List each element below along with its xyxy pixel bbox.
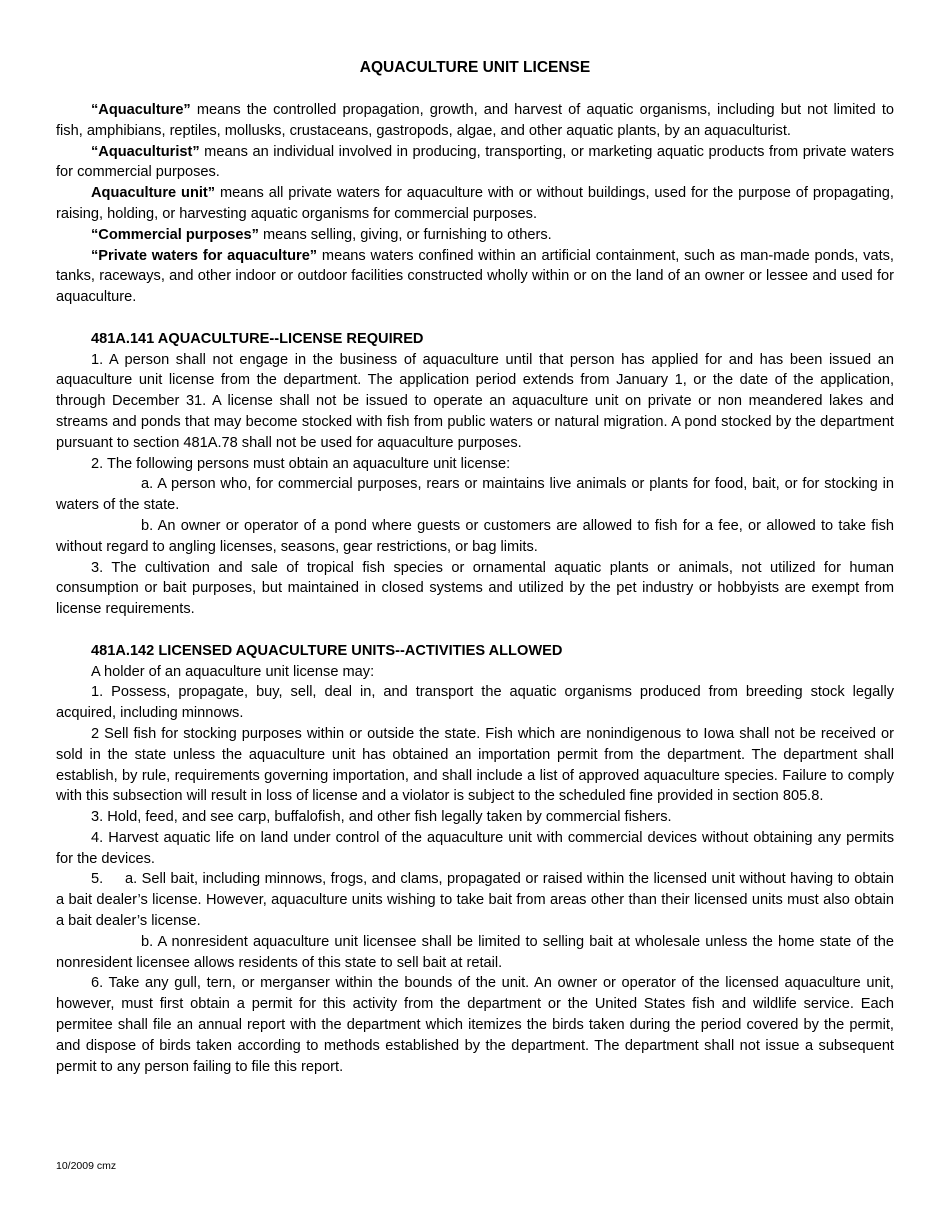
- definition-term: “Private waters for aquaculture”: [91, 247, 318, 264]
- section-paragraph: 3. The cultivation and sale of tropical fish species or ornamental aquatic plants or animals, not utilized for human consumption or bait purposes, but maintained in closed systems and utilized by the pet industry or hobbyists are exempt from license requirements.: [56, 559, 894, 618]
- footer-revision-note: 10/2009 cmz: [56, 1160, 117, 1172]
- section-subparagraph: a. A person who, for commercial purposes, rears or maintains live animals or plants for food, bait, or for stocking in waters of the state.: [56, 476, 894, 514]
- section-paragraph: 1. Possess, propagate, buy, sell, deal in, and transport the aquatic organisms produced from breeding stock legally acquired, including minnows.: [56, 684, 894, 722]
- section-paragraph: 1. A person shall not engage in the business of aquaculture until that person has applied for and has been issued an aquaculture unit license from the department. The application period extends from January 1, or the date of the application, through December 31. A license shall not be issued to operate an aquaculture unit on private or non meandered lakes and streams and ponds that may become stocked with fish from public waters or natural migration. A pond stocked by the department pursuant to section 481A.78 shall not be used for aquaculture purposes.: [56, 351, 894, 451]
- section-481a141: [56, 329, 894, 620]
- section-paragraph: 2 Sell fish for stocking purposes within or outside the state. Fish which are nonindigenous to Iowa shall not be received or sold in the state unless the aquaculture unit has obtained an importation permit from the department. The department shall establish, by rule, requirements governing importation, and shall include a list of approved aquaculture species. Failure to comply with this subsection will result in loss of license and a violator is subject to the scheduled fine provided in section 805.8.: [56, 725, 894, 805]
- definition-text: means the controlled propagation, growth, and harvest of aquatic organisms, including but not limited to fish, amphibians, reptiles, mollusks, crustaceans, gastropods, algae, and other aquatic plants, by an aquaculturist.: [56, 102, 894, 139]
- section-heading: 481A.142 LICENSED AQUACULTURE UNITS--ACTIVITIES ALLOWED: [91, 642, 563, 659]
- definition-term: Aquaculture unit”: [91, 185, 216, 202]
- definition-aquaculture-unit: [56, 183, 894, 225]
- page-title: AQUACULTURE UNIT LICENSE: [359, 59, 591, 76]
- section-paragraph: 3. Hold, feed, and see carp, buffalofish, and other fish legally taken by commercial fishers.: [91, 809, 672, 826]
- definition-text: means an individual involved in producing, transporting, or marketing aquatic products from private waters for commercial purposes.: [56, 143, 894, 181]
- section-subparagraph: b. A nonresident aquaculture unit licensee shall be limited to selling bait at wholesale unless the home state of the nonresident licensee allows residents of this state to sell bait at retail.: [56, 933, 894, 971]
- section-intro: A holder of an aquaculture unit license may:: [91, 663, 375, 680]
- definition-term: “Aquaculture”: [91, 102, 191, 118]
- section-paragraph: 4. Harvest aquatic life on land under control of the aquaculture unit with commercial devices without obtaining any permits for the devices.: [56, 829, 894, 867]
- definition-aquaculturist: [56, 142, 894, 184]
- definition-commercial-purposes: [56, 225, 894, 246]
- definition-text: means all private waters for aquaculture with or without buildings, used for the purpose of propagating, raising, holding, or harvesting aquatic organisms for commercial purposes.: [56, 185, 894, 222]
- definition-text: means selling, giving, or furnishing to others.: [258, 226, 552, 243]
- section-paragraph: 6. Take any gull, tern, or merganser within the bounds of the unit. An owner or operator of the licensed aquaculture unit, however, must first obtain a permit for this activity from the department or the United States fish and wildlife service. Each permitee shall file an annual report with the department which itemizes the birds taken during the period covered by the permit, and dispose of birds taken according to methods established by the department. The department shall not issue a subsequent permit to any person failing to file this report.: [56, 975, 894, 1075]
- definition-term: “Commercial purposes”: [91, 226, 259, 243]
- section-subparagraph: b. An owner or operator of a pond where guests or customers are allowed to fish for a fee, or allowed to take fish without regard to angling licenses, seasons, gear restrictions, or bag limits.: [56, 517, 894, 555]
- definition-text: means waters confined within an artificial containment, such as man-made ponds, vats, tanks, raceways, and other indoor or outdoor facilities constructed wholly within or on the land of an owner or lessee and used for aquaculture.: [56, 247, 894, 306]
- section-paragraph: 5. a. Sell bait, including minnows, frogs, and clams, propagated or raised within the licensed unit without having to obtain a bait dealer’s license. However, aquaculture units wishing to take bait from areas other than their licensed units must also obtain a bait dealer’s license.: [56, 871, 894, 930]
- definition-private-waters: [56, 246, 894, 308]
- definition-aquaculture: [56, 100, 894, 142]
- section-paragraph: 2. The following persons must obtain an aquaculture unit license:: [91, 455, 511, 472]
- section-481a142: [56, 641, 894, 1078]
- document-page: [56, 58, 894, 1077]
- definition-term: “Aquaculturist”: [91, 143, 200, 160]
- section-heading: 481A.141 AQUACULTURE--LICENSE REQUIRED: [91, 330, 424, 347]
- definitions-block: [56, 100, 894, 308]
